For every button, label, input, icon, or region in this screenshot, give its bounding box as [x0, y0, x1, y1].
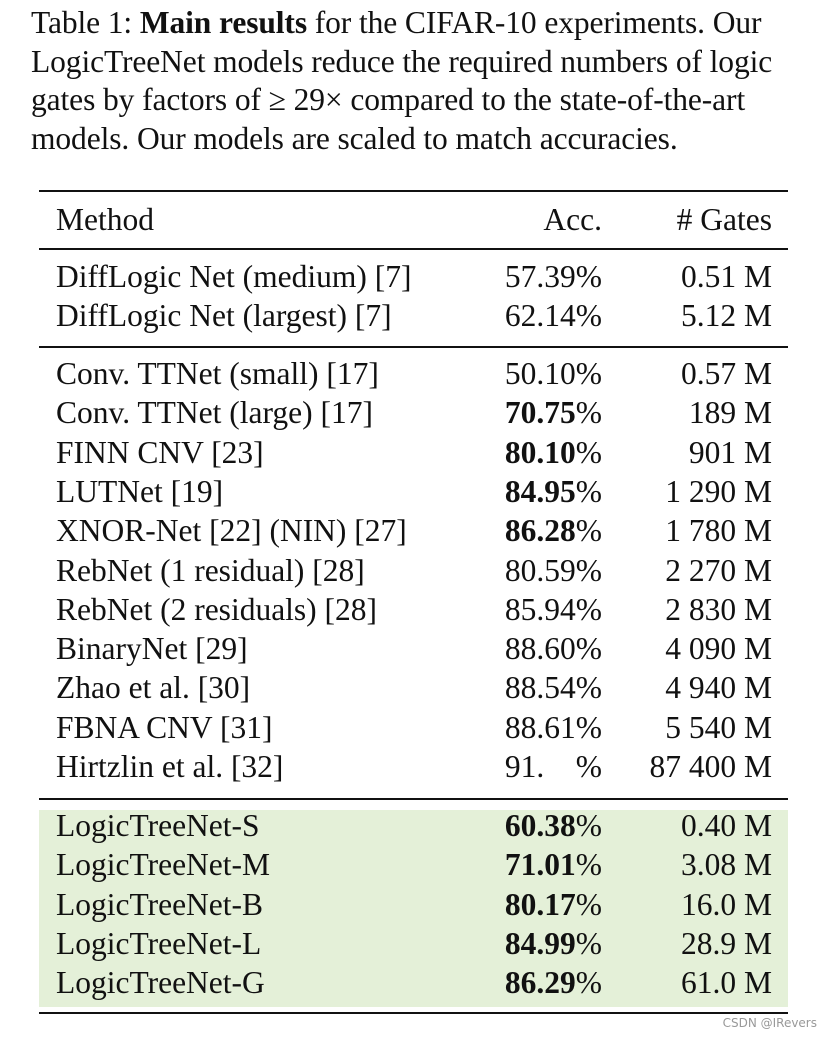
accuracy-value: 60.38: [504, 808, 576, 843]
table-row: [39, 511, 788, 551]
caption-bold-title: Main results: [139, 5, 307, 40]
percent-sign: %: [575, 965, 602, 1001]
gates-cell: 0.57 M: [680, 356, 772, 391]
method-cell: RebNet (2 residuals) [28]: [56, 591, 378, 627]
method-cell: XNOR-Net [22] (NIN) [27]: [56, 513, 407, 549]
method-cell: Conv. TTNet (small) [17]: [56, 356, 379, 391]
gates-cell: 901 M: [688, 434, 772, 470]
table-row: [39, 885, 788, 925]
percent-sign: %: [575, 925, 602, 961]
accuracy-value: 86.29: [504, 965, 576, 1001]
accuracy-cell: [505, 511, 602, 551]
accuracy-cell: 57.39%: [504, 259, 602, 294]
accuracy-cell: 88.60%: [504, 631, 602, 667]
accuracy-value: 80.17: [504, 886, 576, 922]
header-accuracy: Acc.: [543, 202, 602, 237]
top-rule: [39, 190, 788, 192]
header-method: Method: [56, 202, 154, 237]
accuracy-cell: [505, 393, 602, 433]
accuracy-cell: 91. %: [504, 749, 602, 784]
table-row: [39, 257, 788, 297]
method-cell: DiffLogic Net (medium) [7]: [56, 259, 412, 294]
percent-sign: %: [575, 886, 602, 922]
table-row: [39, 433, 788, 473]
gates-cell: 3.08 M: [680, 847, 772, 883]
bottom-rule: [39, 1012, 788, 1014]
table-row: [39, 747, 788, 787]
gates-cell: 4 090 M: [665, 631, 772, 667]
caption-label: Table 1:: [31, 5, 133, 40]
percent-sign: %: [575, 808, 602, 843]
table-row: [39, 806, 788, 846]
table-row: [39, 551, 788, 591]
gates-cell: 1 290 M: [665, 473, 772, 509]
method-cell: DiffLogic Net (largest) [7]: [56, 298, 392, 334]
gates-cell: 16.0 M: [680, 886, 772, 922]
method-cell: RebNet (1 residual) [28]: [56, 552, 365, 588]
accuracy-cell: [505, 433, 602, 473]
accuracy-cell: [505, 924, 602, 964]
method-cell: LogicTreeNet-S: [56, 808, 260, 843]
table-row: [39, 590, 788, 630]
table-row: [39, 629, 788, 669]
gates-cell: 0.40 M: [680, 808, 772, 843]
accuracy-value: 86.28: [504, 513, 576, 549]
accuracy-value: 71.01: [504, 847, 576, 883]
table-row: [39, 924, 788, 964]
accuracy-cell: [505, 472, 602, 512]
method-cell: LogicTreeNet-G: [56, 965, 265, 1001]
gates-cell: 2 830 M: [665, 591, 772, 627]
table-row: [39, 354, 788, 394]
accuracy-cell: 88.61%: [504, 709, 602, 745]
header-rule: [39, 248, 788, 250]
group-rule-2: [39, 798, 788, 800]
method-cell: FBNA CNV [31]: [56, 709, 273, 745]
method-cell: LUTNet [19]: [56, 473, 224, 509]
percent-sign: %: [575, 434, 602, 470]
group-rule-1: [39, 346, 788, 348]
table-row: [39, 393, 788, 433]
table-row: [39, 668, 788, 708]
accuracy-cell: 62.14%: [504, 298, 602, 334]
method-cell: LogicTreeNet-L: [56, 925, 262, 961]
percent-sign: %: [575, 395, 602, 431]
watermark: CSDN @IRevers: [722, 1016, 817, 1030]
gates-cell: 61.0 M: [680, 965, 772, 1001]
header-gates: # Gates: [676, 202, 772, 237]
method-cell: BinaryNet [29]: [56, 631, 248, 667]
table-row: [39, 708, 788, 748]
accuracy-cell: 85.94%: [504, 591, 602, 627]
percent-sign: %: [575, 513, 602, 549]
accuracy-value: 80.10: [504, 434, 576, 470]
gates-cell: 4 940 M: [665, 670, 772, 706]
accuracy-value: 84.95: [504, 473, 576, 509]
table-row: [39, 963, 788, 1003]
caption-text-line1: for the CIFAR-10 experiments.: [306, 5, 705, 40]
accuracy-cell: [505, 845, 602, 885]
gates-cell: 2 270 M: [665, 552, 772, 588]
table-row: [39, 296, 788, 336]
table-row: [39, 472, 788, 512]
gates-cell: 5.12 M: [680, 298, 772, 334]
accuracy-value: 84.99: [504, 925, 576, 961]
gates-cell: 189 M: [688, 395, 772, 431]
gates-cell: 28.9 M: [680, 925, 772, 961]
table-row: [39, 845, 788, 885]
accuracy-value: 70.75: [504, 395, 576, 431]
method-cell: Hirtzlin et al. [32]: [56, 749, 284, 784]
caption-text-rest: Our LogicTreeNet models reduce the required numbers of logic gates by factors of ≥ 29× compared to the state-of-the-art models. Our models are scaled to match accuracies.: [31, 5, 773, 156]
gates-cell: 87 400 M: [649, 749, 772, 784]
accuracy-cell: [505, 806, 602, 846]
gates-cell: 5 540 M: [665, 709, 772, 745]
accuracy-cell: 50.10%: [504, 356, 602, 391]
accuracy-cell: 80.59%: [504, 552, 602, 588]
table-caption: [31, 4, 811, 158]
method-cell: FINN CNV [23]: [56, 434, 264, 470]
accuracy-cell: 88.54%: [504, 670, 602, 706]
percent-sign: %: [575, 847, 602, 883]
percent-sign: %: [575, 473, 602, 509]
gates-cell: 0.51 M: [680, 259, 772, 294]
method-cell: Zhao et al. [30]: [56, 670, 251, 706]
gates-cell: 1 780 M: [665, 513, 772, 549]
method-cell: LogicTreeNet-M: [56, 847, 271, 883]
accuracy-cell: [505, 963, 602, 1003]
method-cell: Conv. TTNet (large) [17]: [56, 395, 373, 431]
header-row: [39, 200, 788, 240]
accuracy-cell: [505, 885, 602, 925]
method-cell: LogicTreeNet-B: [56, 886, 264, 922]
